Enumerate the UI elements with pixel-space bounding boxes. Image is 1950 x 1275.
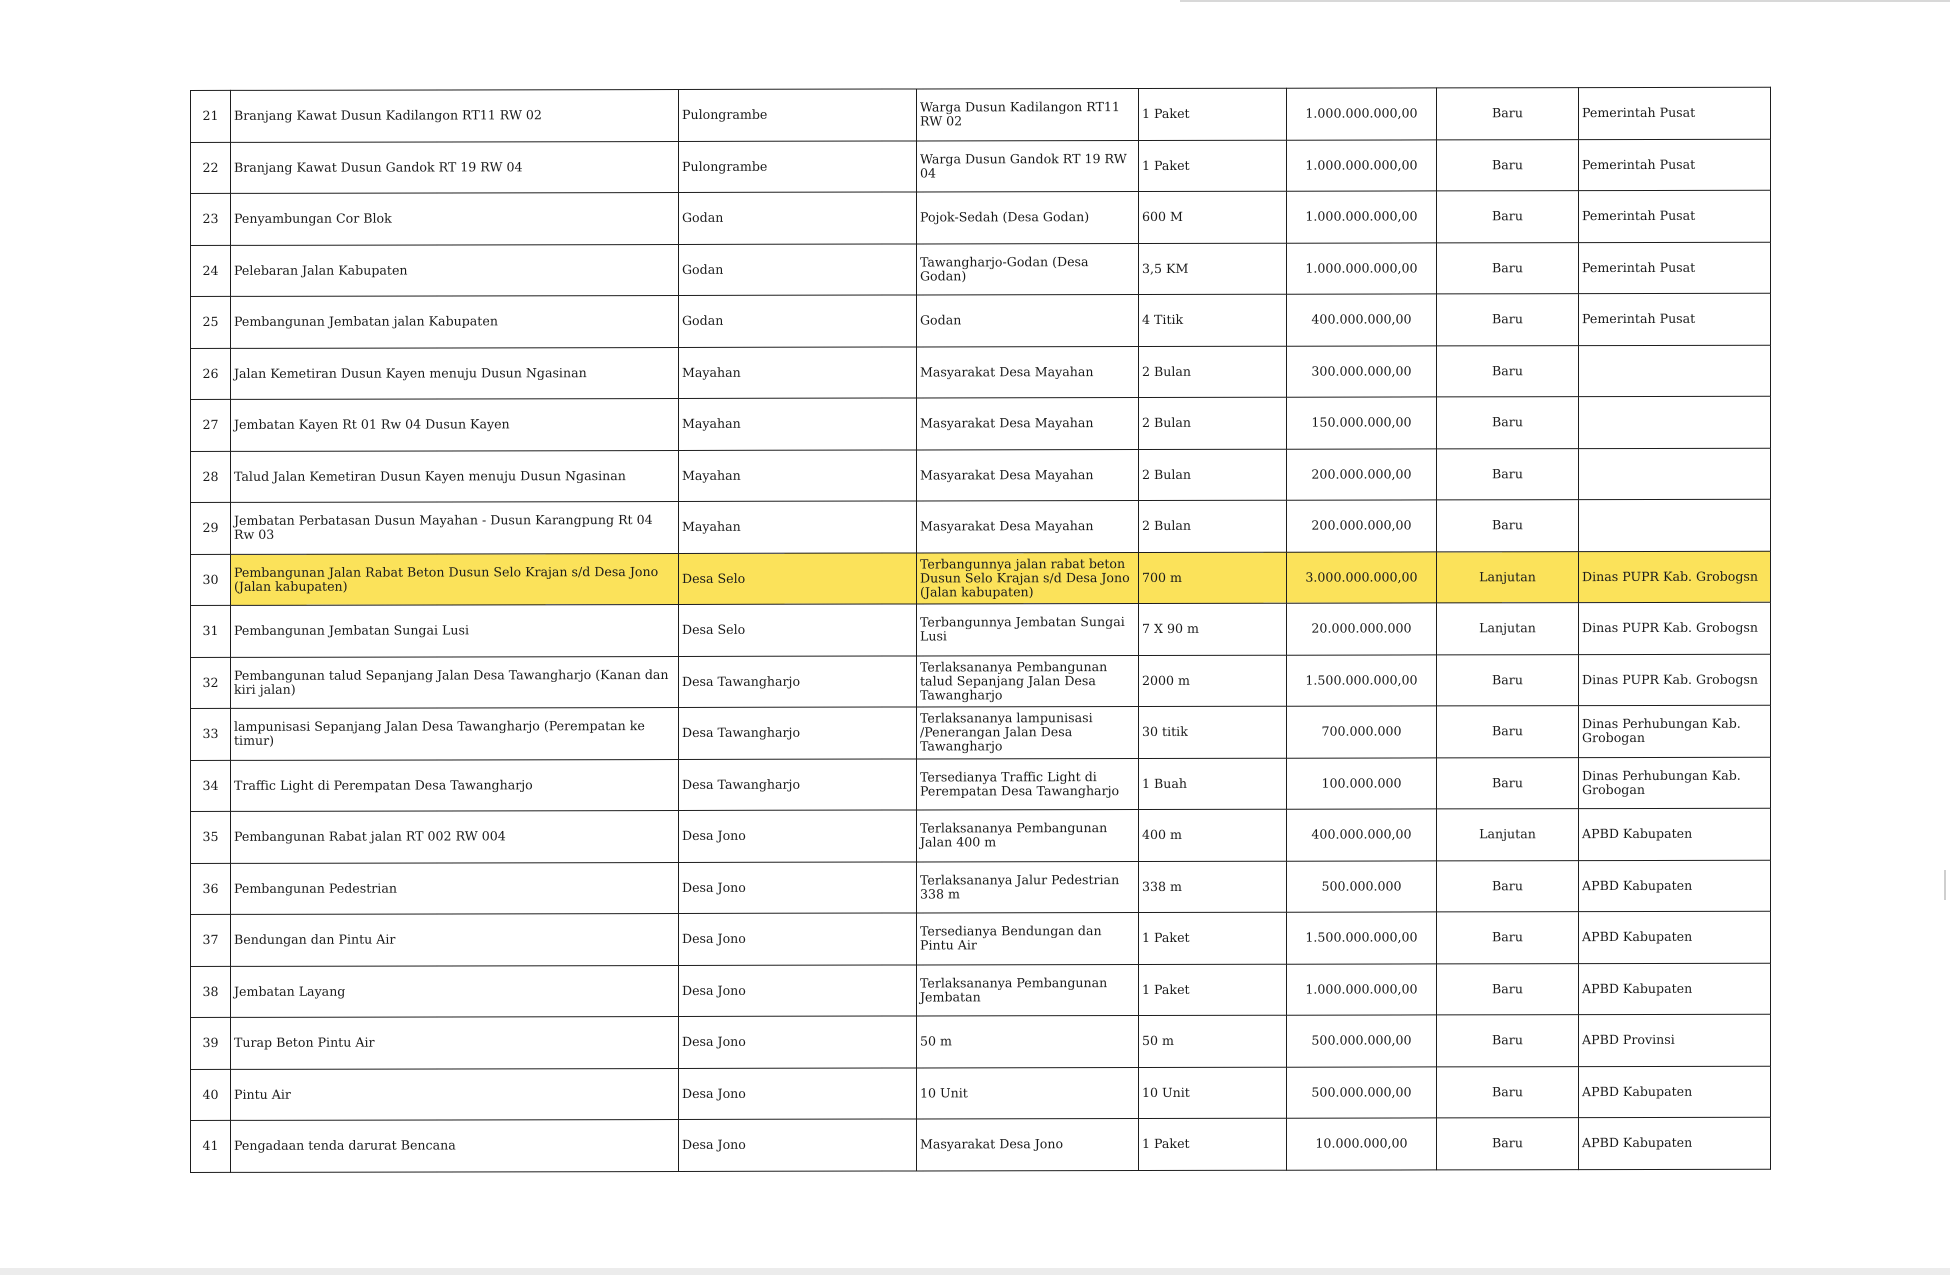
funding-source-cell: Pemerintah Pusat [1579,293,1771,345]
activity-cell: Jembatan Layang [231,965,679,1017]
status-cell: Lanjutan [1437,603,1579,655]
table-row [191,757,1771,812]
location-cell: Desa Selo [679,604,917,656]
funding-source-cell: APBD Kabupaten [1579,860,1771,912]
table-row [191,1066,1771,1121]
activity-cell: Traffic Light di Perempatan Desa Tawangharjo [231,759,679,811]
row-number: 38 [191,966,231,1018]
volume-cell: 338 m [1139,861,1287,913]
table-row [191,396,1771,451]
status-cell: Baru [1437,448,1579,500]
row-number: 29 [191,502,231,554]
program-table [190,87,1771,1173]
volume-cell: 7 X 90 m [1139,603,1287,655]
row-number: 26 [191,348,231,400]
cost-cell: 1.500.000.000,00 [1287,912,1437,964]
funding-source-cell: APBD Kabupaten [1579,808,1771,860]
funding-source-cell [1579,396,1771,448]
funding-source-cell: APBD Provinsi [1579,1014,1771,1066]
cost-cell: 1.500.000.000,00 [1287,654,1437,706]
row-number: 22 [191,142,231,194]
target-cell: 10 Unit [917,1067,1139,1119]
cost-cell: 3.000.000.000,00 [1287,551,1437,603]
volume-cell: 30 titik [1139,706,1287,758]
activity-cell: Pembangunan Jembatan Sungai Lusi [231,604,679,656]
activity-cell: Pembangunan Jalan Rabat Beton Dusun Selo Krajan s/d Desa Jono (Jalan kabupaten) [231,553,679,605]
target-cell: 50 m [917,1016,1139,1068]
row-number: 41 [191,1120,231,1172]
status-cell: Baru [1437,912,1579,964]
funding-source-cell: Pemerintah Pusat [1579,190,1771,242]
activity-cell: Pembangunan Jembatan jalan Kabupaten [231,295,679,347]
target-cell: Masyarakat Desa Mayahan [917,449,1139,501]
table-row [191,242,1771,297]
location-cell: Pulongrambe [679,140,917,192]
location-cell: Pulongrambe [679,89,917,141]
target-cell: Godan [917,295,1139,347]
location-cell: Desa Tawangharjo [679,655,917,707]
table-row [191,602,1771,657]
funding-source-cell: APBD Kabupaten [1579,1117,1771,1169]
cost-cell: 200.000.000,00 [1287,500,1437,552]
cost-cell: 1.000.000.000,00 [1287,139,1437,191]
activity-cell: Branjang Kawat Dusun Gandok RT 19 RW 04 [231,141,679,193]
status-cell: Baru [1437,191,1579,243]
volume-cell: 1 Paket [1139,140,1287,192]
row-number: 37 [191,914,231,966]
volume-cell: 1 Paket [1139,912,1287,964]
target-cell: Terlaksananya Pembangunan Jalan 400 m [917,810,1139,862]
cost-cell: 1.000.000.000,00 [1287,88,1437,140]
cost-cell: 200.000.000,00 [1287,448,1437,500]
activity-cell: Jembatan Kayen Rt 01 Rw 04 Dusun Kayen [231,398,679,450]
funding-source-cell: Dinas Perhubungan Kab. Grobogan [1579,757,1771,809]
location-cell: Desa Selo [679,552,917,604]
cost-cell: 1.000.000.000,00 [1287,242,1437,294]
target-cell: Terlaksananya Jalur Pedestrian 338 m [917,861,1139,913]
volume-cell: 10 Unit [1139,1067,1287,1119]
funding-source-cell: Dinas PUPR Kab. Grobogsn [1579,602,1771,654]
row-number: 36 [191,863,231,915]
cost-cell: 20.000.000.000 [1287,603,1437,655]
cost-cell: 500.000.000 [1287,860,1437,912]
location-cell: Godan [679,243,917,295]
location-cell: Mayahan [679,501,917,553]
status-cell: Lanjutan [1437,551,1579,603]
activity-cell: Bendungan dan Pintu Air [231,913,679,965]
table-row [191,808,1771,863]
activity-cell: Penyambungan Cor Blok [231,192,679,244]
status-cell: Baru [1437,1015,1579,1067]
location-cell: Desa Jono [679,1119,917,1171]
table-row [191,963,1771,1018]
row-number: 34 [191,760,231,812]
funding-source-cell [1579,499,1771,551]
status-cell: Baru [1437,500,1579,552]
target-cell: Terbangunnya Jembatan Sungai Lusi [917,604,1139,656]
target-cell: Terlaksananya lampunisasi /Penerangan Jalan Desa Tawangharjo [917,707,1139,759]
funding-source-cell: Dinas Perhubungan Kab. Grobogan [1579,705,1771,757]
table-row [191,911,1771,966]
volume-cell: 2 Bulan [1139,500,1287,552]
target-cell: Pojok-Sedah (Desa Godan) [917,192,1139,244]
cost-cell: 400.000.000,00 [1287,809,1437,861]
activity-cell: Turap Beton Pintu Air [231,1016,679,1068]
row-number: 27 [191,399,231,451]
volume-cell: 600 M [1139,191,1287,243]
volume-cell: 400 m [1139,809,1287,861]
funding-source-cell [1579,345,1771,397]
volume-cell: 2 Bulan [1139,346,1287,398]
volume-cell: 1 Buah [1139,758,1287,810]
table-row [191,499,1771,554]
cost-cell: 150.000.000,00 [1287,397,1437,449]
funding-source-cell: Pemerintah Pusat [1579,242,1771,294]
scan-margin-mark [1944,870,1946,900]
location-cell: Desa Jono [679,913,917,965]
status-cell: Baru [1437,345,1579,397]
table-row [191,860,1771,915]
table-row [191,87,1771,142]
row-number: 21 [191,90,231,142]
volume-cell: 3,5 KM [1139,243,1287,295]
status-cell: Baru [1437,757,1579,809]
volume-cell: 1 Paket [1139,88,1287,140]
target-cell: Tawangharjo-Godan (Desa Godan) [917,243,1139,295]
row-number: 35 [191,811,231,863]
activity-cell: Branjang Kawat Dusun Kadilangon RT11 RW 02 [231,89,679,141]
funding-source-cell: APBD Kabupaten [1579,963,1771,1015]
scan-top-edge [1180,0,1950,2]
target-cell: Masyarakat Desa Mayahan [917,398,1139,450]
status-cell: Baru [1437,88,1579,140]
funding-source-cell: APBD Kabupaten [1579,911,1771,963]
location-cell: Godan [679,295,917,347]
status-cell: Lanjutan [1437,809,1579,861]
volume-cell: 1 Paket [1139,964,1287,1016]
row-number: 30 [191,554,231,606]
status-cell: Baru [1437,242,1579,294]
volume-cell: 2000 m [1139,655,1287,707]
status-cell: Baru [1437,706,1579,758]
location-cell: Desa Jono [679,810,917,862]
location-cell: Mayahan [679,346,917,398]
row-number: 39 [191,1017,231,1069]
target-cell: Masyarakat Desa Jono [917,1119,1139,1171]
target-cell: Tersedianya Traffic Light di Perempatan Desa Tawangharjo [917,758,1139,810]
location-cell: Desa Jono [679,1067,917,1119]
cost-cell: 300.000.000,00 [1287,345,1437,397]
location-cell: Godan [679,192,917,244]
funding-source-cell: Pemerintah Pusat [1579,87,1771,139]
target-cell: Masyarakat Desa Mayahan [917,346,1139,398]
cost-cell: 500.000.000,00 [1287,1015,1437,1067]
row-number: 31 [191,605,231,657]
volume-cell: 2 Bulan [1139,449,1287,501]
funding-source-cell: APBD Kabupaten [1579,1066,1771,1118]
table-row [191,448,1771,503]
table-row [191,139,1771,194]
target-cell: Masyarakat Desa Mayahan [917,501,1139,553]
location-cell: Desa Jono [679,861,917,913]
volume-cell: 2 Bulan [1139,397,1287,449]
activity-cell: Pembangunan talud Sepanjang Jalan Desa Tawangharjo (Kanan dan kiri jalan) [231,656,679,708]
activity-cell: Pembangunan Rabat jalan RT 002 RW 004 [231,810,679,862]
activity-cell: Jembatan Perbatasan Dusun Mayahan - Dusun Karangpung Rt 04 Rw 03 [231,501,679,553]
table-row [191,1014,1771,1069]
status-cell: Baru [1437,1118,1579,1170]
cost-cell: 100.000.000 [1287,757,1437,809]
status-cell: Baru [1437,654,1579,706]
row-number: 28 [191,451,231,503]
target-cell: Terlaksananya Pembangunan talud Sepanjang Jalan Desa Tawangharjo [917,655,1139,707]
volume-cell: 700 m [1139,552,1287,604]
target-cell: Warga Dusun Gandok RT 19 RW 04 [917,140,1139,192]
table-row [191,551,1771,606]
row-number: 32 [191,657,231,709]
status-cell: Baru [1437,139,1579,191]
cost-cell: 1.000.000.000,00 [1287,963,1437,1015]
row-number: 40 [191,1069,231,1121]
status-cell: Baru [1437,963,1579,1015]
target-cell: Terbangunnya jalan rabat beton Dusun Selo Krajan s/d Desa Jono (Jalan kabupaten) [917,552,1139,604]
table-row [191,345,1771,400]
volume-cell: 4 Titik [1139,294,1287,346]
activity-cell: Pintu Air [231,1068,679,1120]
table-row [191,293,1771,348]
volume-cell: 50 m [1139,1015,1287,1067]
activity-cell: Pengadaan tenda darurat Bencana [231,1119,679,1171]
funding-source-cell: Pemerintah Pusat [1579,139,1771,191]
funding-source-cell [1579,448,1771,500]
location-cell: Desa Jono [679,964,917,1016]
location-cell: Desa Tawangharjo [679,758,917,810]
cost-cell: 500.000.000,00 [1287,1066,1437,1118]
row-number: 23 [191,193,231,245]
location-cell: Mayahan [679,398,917,450]
table-body [191,87,1771,1172]
funding-source-cell: Dinas PUPR Kab. Grobogsn [1579,654,1771,706]
target-cell: Tersedianya Bendungan dan Pintu Air [917,913,1139,965]
cost-cell: 1.000.000.000,00 [1287,191,1437,243]
activity-cell: lampunisasi Sepanjang Jalan Desa Tawangharjo (Perempatan ke timur) [231,707,679,759]
cost-cell: 10.000.000,00 [1287,1118,1437,1170]
status-cell: Baru [1437,860,1579,912]
table-row [191,1117,1771,1172]
table-row [191,705,1771,760]
table-row [191,190,1771,245]
activity-cell: Pelebaran Jalan Kabupaten [231,244,679,296]
location-cell: Desa Tawangharjo [679,707,917,759]
table-row [191,654,1771,709]
location-cell: Desa Jono [679,1016,917,1068]
cost-cell: 400.000.000,00 [1287,294,1437,346]
status-cell: Baru [1437,1066,1579,1118]
row-number: 33 [191,708,231,760]
volume-cell: 1 Paket [1139,1118,1287,1170]
status-cell: Baru [1437,294,1579,346]
activity-cell: Pembangunan Pedestrian [231,862,679,914]
row-number: 24 [191,245,231,297]
target-cell: Terlaksananya Pembangunan Jembatan [917,964,1139,1016]
activity-cell: Talud Jalan Kemetiran Dusun Kayen menuju Dusun Ngasinan [231,450,679,502]
activity-cell: Jalan Kemetiran Dusun Kayen menuju Dusun Ngasinan [231,347,679,399]
status-cell: Baru [1437,397,1579,449]
location-cell: Mayahan [679,449,917,501]
cost-cell: 700.000.000 [1287,706,1437,758]
funding-source-cell: Dinas PUPR Kab. Grobogsn [1579,551,1771,603]
row-number: 25 [191,296,231,348]
scan-bottom-edge [0,1268,1950,1275]
target-cell: Warga Dusun Kadilangon RT11 RW 02 [917,89,1139,141]
